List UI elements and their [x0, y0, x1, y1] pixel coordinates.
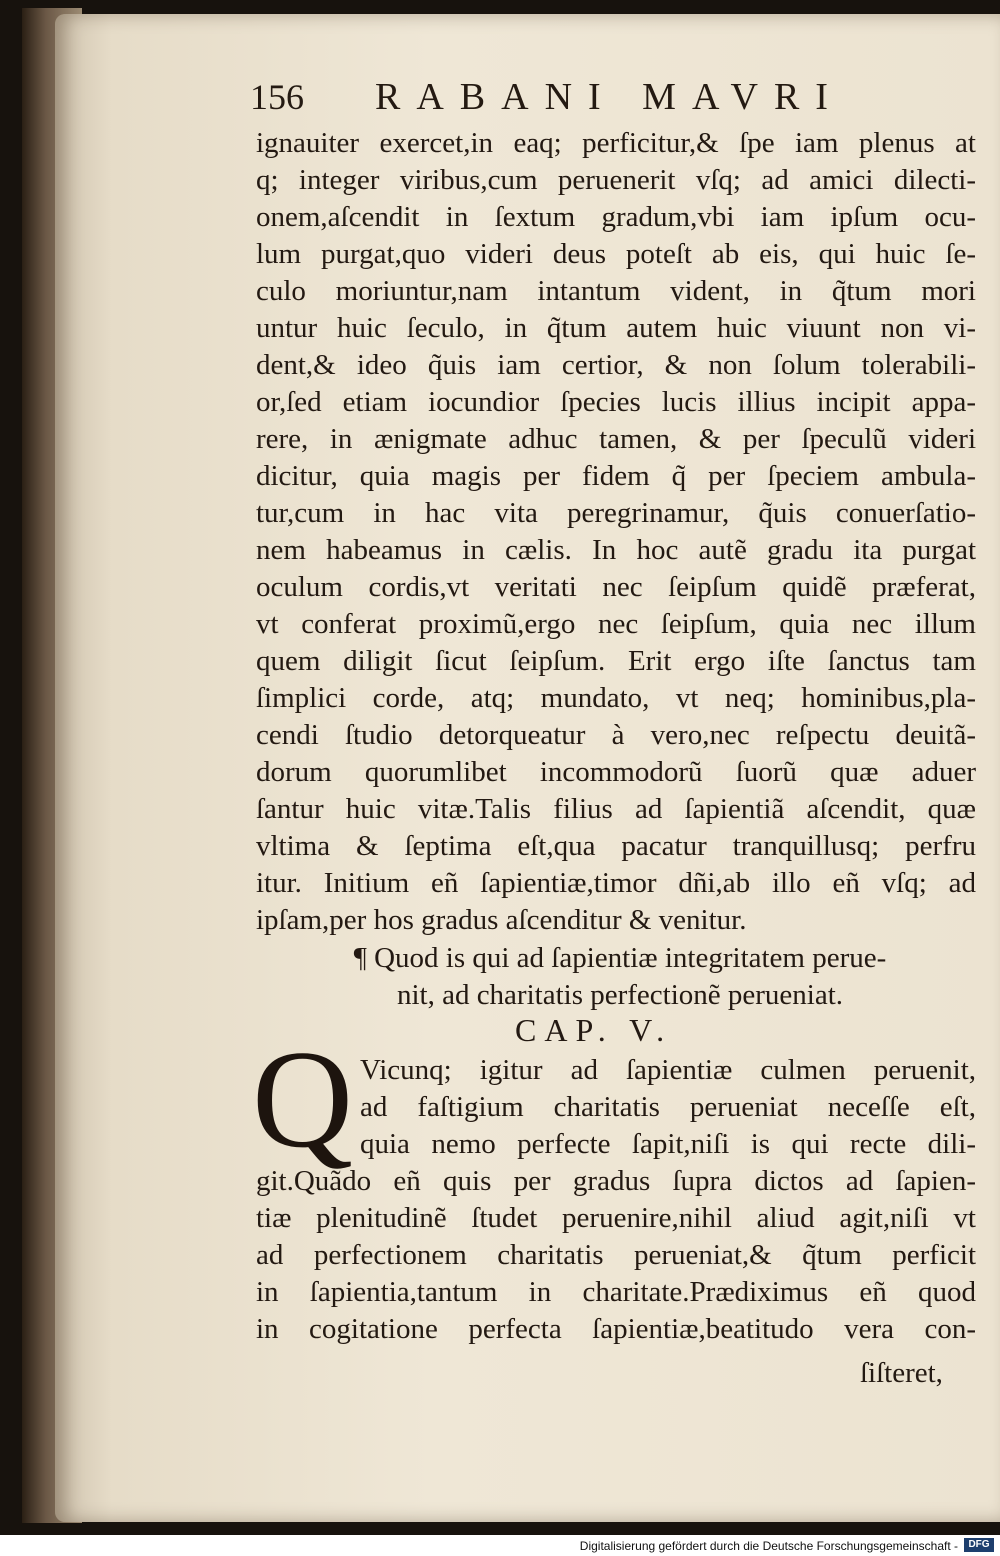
- heading-line: nit, ad charitatis perfectionẽ perueniat.: [396, 979, 844, 1011]
- text-line: in ſapientia,tantum in charitate.Prædiximus eñ quod: [256, 1276, 976, 1308]
- text-line: lum purgat,quo videri deus poteſt ab eis, qui huic ſe-: [256, 238, 976, 270]
- funding-notice: Digitalisierung gefördert durch die Deutsche Forschungsgemeinschaft -: [579, 1539, 958, 1553]
- chapter-label: CAP. V.: [515, 1012, 673, 1048]
- text-line: quem diligit ſicut ſeipſum. Erit ergo iſte ſanctus tam: [256, 645, 976, 677]
- text-line: vltima & ſeptima eſt,qua pacatur tranquillusq; perfru: [256, 830, 976, 862]
- text-line: vt conferat proximũ,ergo nec ſeipſum, quia nec illum: [256, 608, 976, 640]
- text-line: cendi ſtudio detorqueatur à vero,nec reſpectu deuitã-: [256, 719, 976, 751]
- text-line: ſimplici corde, atq; mundato, vt neq; hominibus,pla-: [256, 682, 976, 714]
- text-line: in cogitatione perfecta ſapientiæ,beatitudo vera con-: [256, 1313, 976, 1345]
- chapter-indented-text: [360, 1052, 976, 1163]
- text-line: ignauiter exercet,in eaq; perficitur,& ſpe iam plenus at: [256, 127, 976, 159]
- text-line: dorum quorumlibet incommodorũ ſuorũ quæ aduer: [256, 756, 976, 788]
- body-text: [256, 125, 976, 939]
- text-line: rere, in ænigmate adhuc tamen, & per ſpeculũ videri: [256, 423, 976, 455]
- text-line: quia nemo perfecte ſapit,niſi is qui recte dili-: [360, 1128, 976, 1160]
- chapter-text: [256, 1163, 976, 1348]
- running-head: [250, 72, 890, 122]
- text-line: oculum cordis,vt veritati nec ſeipſum quidẽ præferat,: [256, 571, 976, 603]
- page-number: 156: [250, 77, 304, 117]
- text-line: git.Quãdo eñ quis per gradus ſupra dictos ad ſapien-: [256, 1165, 976, 1197]
- text-line: dent,& ideo q̃uis iam certior, & non ſolum tolerabili-: [256, 349, 976, 381]
- text-line: itur. Initium eñ ſapientiæ,timor dñi,ab illo eñ vſq; ad: [256, 867, 976, 899]
- text-line: ſantur huic vitæ.Talis filius ad ſapientiã aſcendit, quæ: [256, 793, 976, 825]
- text-line: tiæ plenitudinẽ ſtudet peruenire,nihil aliud agit,niſi vt: [256, 1202, 976, 1234]
- text-line: ad perfectionem charitatis perueniat,& q̃tum perficit: [256, 1239, 976, 1271]
- text-line: ad faſtigium charitatis perueniat neceſſe eſt,: [360, 1091, 976, 1123]
- digitization-footer: [0, 1535, 1000, 1556]
- drop-cap-initial: Q: [252, 1022, 354, 1177]
- text-line: untur huic ſeculo, in q̃tum autem huic viuunt non vi-: [256, 312, 976, 344]
- text-line: or,ſed etiam iocundior ſpecies lucis illius incipit appa-: [256, 386, 976, 418]
- catchword: ſiſteret,: [860, 1357, 943, 1389]
- text-line: nem habeamus in cælis. In hoc autẽ gradu ita purgat: [256, 534, 976, 566]
- chapter-heading: [290, 940, 950, 1014]
- text-line: dicitur, quia magis per fidem q̃ per ſpeciem ambula-: [256, 460, 976, 492]
- text-line: Vicunq; igitur ad ſapientiæ culmen peruenit,: [360, 1054, 976, 1086]
- text-line: onem,aſcendit in ſextum gradum,vbi iam ipſum ocu-: [256, 201, 976, 233]
- heading-line: ¶ Quod is qui ad ſapientiæ integritatem perue-: [353, 942, 887, 974]
- text-line: ipſam,per hos gradus aſcenditur & venitur.: [256, 904, 747, 936]
- text-line: tur,cum in hac vita peregrinamur, q̃uis conuerſatio-: [256, 497, 976, 529]
- text-line: q; integer viribus,cum peruenerit vſq; ad amici dilecti-: [256, 164, 976, 196]
- text-line: culo moriuntur,nam intantum vident, in q̃tum mori: [256, 275, 976, 307]
- dfg-logo: DFG: [964, 1538, 994, 1552]
- running-title: RABANI MAVRI: [375, 76, 844, 118]
